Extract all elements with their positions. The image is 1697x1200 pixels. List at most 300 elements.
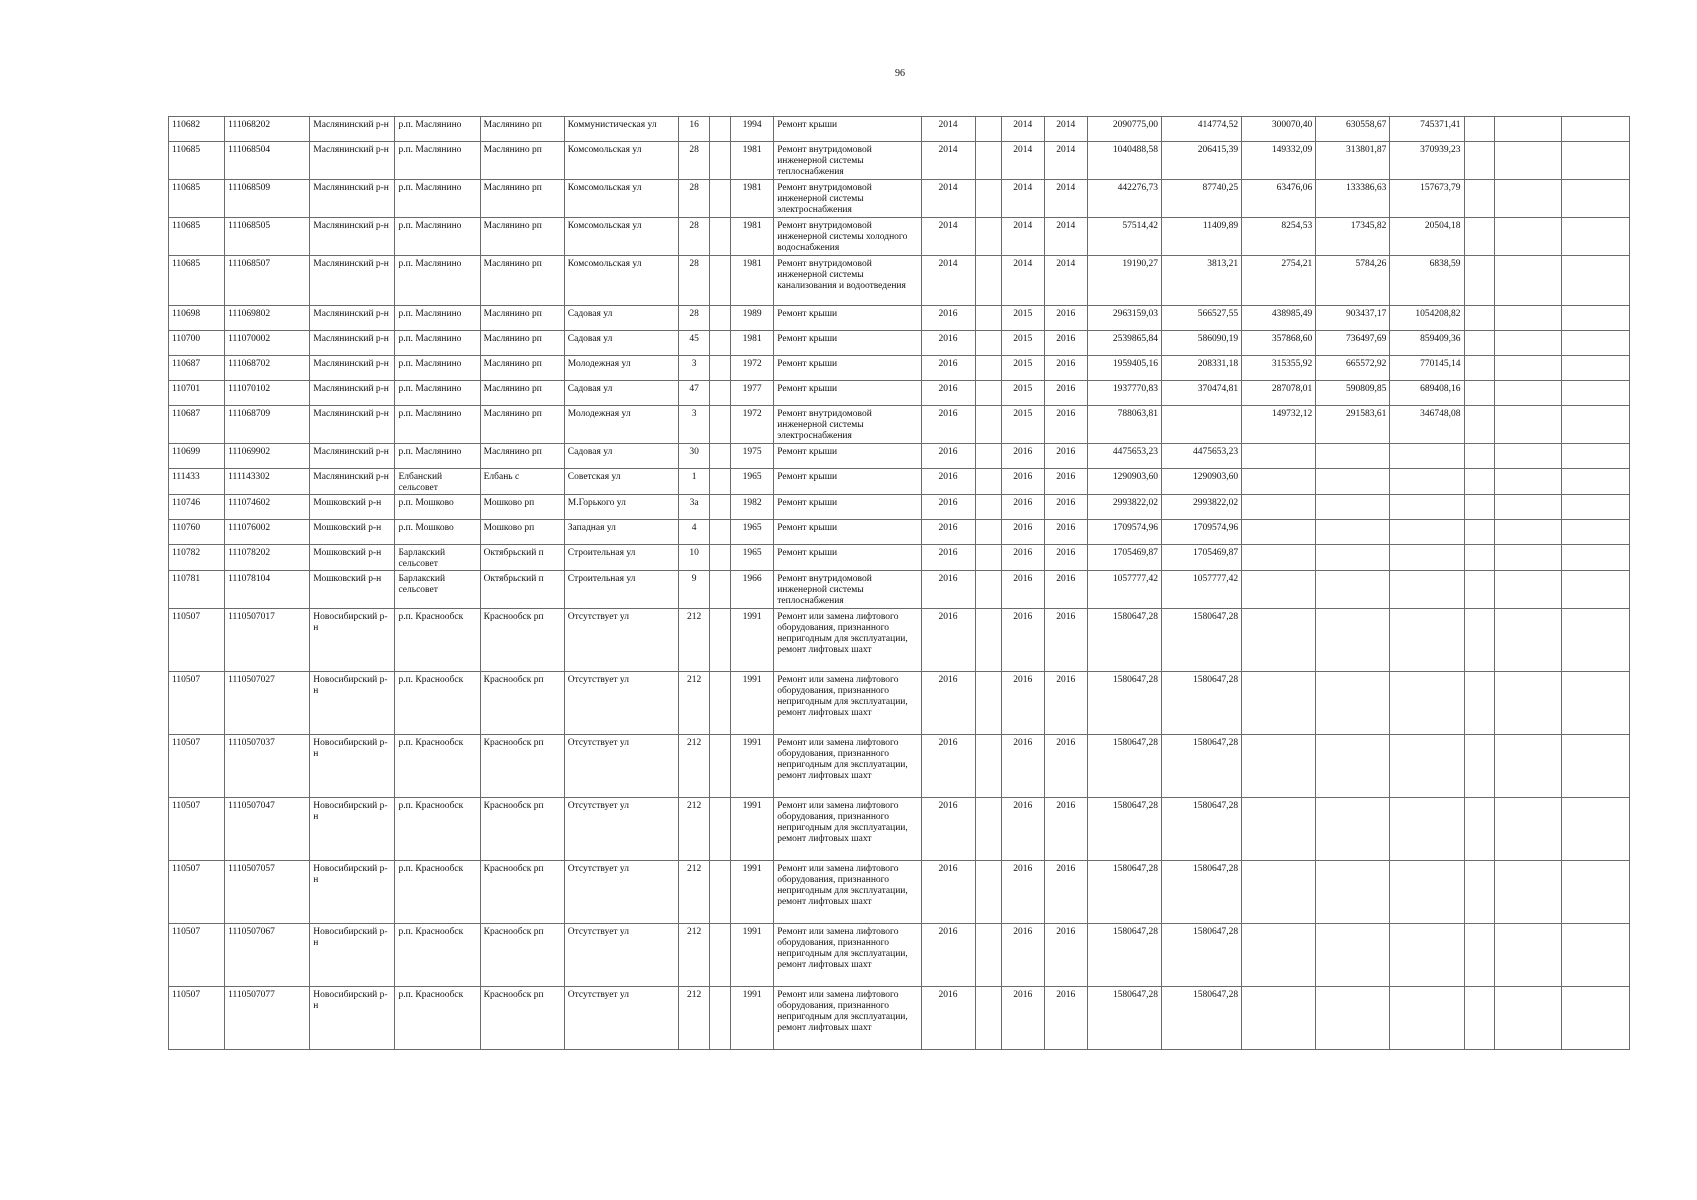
cell-budget-federal: [1242, 469, 1316, 495]
cell-object-code: 1110507077: [225, 987, 310, 1050]
cell-extra-col-2: [1494, 356, 1561, 381]
cell-work-type: Ремонт крыши: [774, 444, 921, 469]
cell-start-year: 2016: [1001, 861, 1044, 924]
cell-house-number: 212: [679, 924, 710, 987]
cell-extra-col-3: [1561, 444, 1629, 469]
cell-house-id: 110701: [169, 381, 225, 406]
cell-construction-year: 1991: [731, 672, 774, 735]
cell-total-cost: 2993822,02: [1087, 495, 1161, 520]
cell-house-number: 28: [679, 218, 710, 256]
cell-municipality: р.п. Мошково: [395, 520, 480, 545]
cell-construction-year: 1981: [731, 256, 774, 306]
cell-object-code: 111069902: [225, 444, 310, 469]
cell-municipality: р.п. Маслянино: [395, 218, 480, 256]
cell-budget-regional: [1316, 987, 1390, 1050]
cell-fund-amount: [1161, 406, 1241, 444]
cell-end-year: 2016: [1044, 356, 1087, 381]
cell-budget-federal: [1242, 545, 1316, 571]
cell-budget-local: 20504,18: [1390, 218, 1464, 256]
cell-district: Маслянинский р-н: [310, 444, 395, 469]
cell-budget-local: [1390, 672, 1464, 735]
cell-street: Комсомольская ул: [564, 180, 678, 218]
cell-district: Маслянинский р-н: [310, 356, 395, 381]
table-row: [169, 672, 1630, 735]
cell-construction-year: 1981: [731, 218, 774, 256]
cell-building: [710, 180, 731, 218]
cell-house-id: 110699: [169, 444, 225, 469]
cell-extra-col-3: [1561, 406, 1629, 444]
cell-budget-local: 689408,16: [1390, 381, 1464, 406]
cell-budget-local: [1390, 571, 1464, 609]
cell-municipality: Барлакский сельсовет: [395, 545, 480, 571]
cell-budget-local: [1390, 861, 1464, 924]
cell-budget-regional: 17345,82: [1316, 218, 1390, 256]
cell-settlement: Мошково рп: [480, 495, 564, 520]
cell-end-year: 2016: [1044, 406, 1087, 444]
cell-house-id: 110507: [169, 735, 225, 798]
cell-start-year: 2016: [1001, 444, 1044, 469]
cell-budget-local: [1390, 924, 1464, 987]
cell-house-number: 4: [679, 520, 710, 545]
cell-plan-year: 2016: [921, 735, 975, 798]
cell-house-number: 16: [679, 117, 710, 142]
cell-plan-year: 2016: [921, 444, 975, 469]
capital-repair-table: [168, 116, 1630, 1050]
cell-extra-col-3: [1561, 495, 1629, 520]
cell-municipality: р.п. Маслянино: [395, 306, 480, 331]
cell-extra-col-2: [1494, 609, 1561, 672]
cell-settlement: Октябрьский п: [480, 545, 564, 571]
cell-total-cost: 1580647,28: [1087, 798, 1161, 861]
cell-municipality: р.п. Маслянино: [395, 331, 480, 356]
cell-plan-year: 2014: [921, 117, 975, 142]
cell-house-number: 28: [679, 180, 710, 218]
cell-house-id: 110685: [169, 256, 225, 306]
cell-object-code: 111068702: [225, 356, 310, 381]
cell-total-cost: 1580647,28: [1087, 987, 1161, 1050]
cell-house-id: 110685: [169, 180, 225, 218]
cell-settlement: Краснообск рп: [480, 672, 564, 735]
cell-extra-col-2: [1494, 924, 1561, 987]
cell-building: [710, 256, 731, 306]
cell-extra-col-2: [1494, 444, 1561, 469]
cell-end-year: 2014: [1044, 142, 1087, 180]
cell-extra-col-3: [1561, 117, 1629, 142]
cell-end-year: 2016: [1044, 735, 1087, 798]
cell-start-year: 2014: [1001, 218, 1044, 256]
cell-extra-col-2: [1494, 331, 1561, 356]
cell-extra-col-1: [1464, 406, 1494, 444]
cell-settlement: Маслянино рп: [480, 117, 564, 142]
cell-extra-col-3: [1561, 861, 1629, 924]
cell-construction-year: 1991: [731, 861, 774, 924]
cell-total-cost: 2539865,84: [1087, 331, 1161, 356]
table-row: [169, 987, 1630, 1050]
cell-plan-year: 2016: [921, 672, 975, 735]
cell-street: Отсутствует ул: [564, 672, 678, 735]
cell-fund-amount: 1709574,96: [1161, 520, 1241, 545]
cell-house-number: 3: [679, 406, 710, 444]
cell-extra-col-1: [1464, 545, 1494, 571]
cell-extra-col-2: [1494, 798, 1561, 861]
cell-budget-federal: [1242, 672, 1316, 735]
cell-work-type: Ремонт внутридомовой инженерной системы электроснабжения: [774, 406, 921, 444]
cell-work-type: Ремонт крыши: [774, 545, 921, 571]
cell-building: [710, 117, 731, 142]
cell-municipality: р.п. Краснообск: [395, 987, 480, 1050]
cell-object-code: 111068504: [225, 142, 310, 180]
cell-budget-federal: [1242, 444, 1316, 469]
cell-blank-col: [975, 406, 1001, 444]
cell-construction-year: 1975: [731, 444, 774, 469]
cell-building: [710, 798, 731, 861]
cell-building: [710, 495, 731, 520]
table-row: [169, 469, 1630, 495]
cell-extra-col-1: [1464, 218, 1494, 256]
cell-start-year: 2015: [1001, 331, 1044, 356]
cell-building: [710, 406, 731, 444]
cell-start-year: 2016: [1001, 571, 1044, 609]
cell-extra-col-2: [1494, 571, 1561, 609]
cell-municipality: р.п. Маслянино: [395, 180, 480, 218]
cell-start-year: 2016: [1001, 495, 1044, 520]
cell-extra-col-3: [1561, 735, 1629, 798]
cell-building: [710, 142, 731, 180]
cell-object-code: 1110507027: [225, 672, 310, 735]
cell-work-type: Ремонт крыши: [774, 356, 921, 381]
cell-fund-amount: 1705469,87: [1161, 545, 1241, 571]
cell-fund-amount: 1580647,28: [1161, 798, 1241, 861]
cell-object-code: 111070102: [225, 381, 310, 406]
cell-work-type: Ремонт внутридомовой инженерной системы теплоснабжения: [774, 142, 921, 180]
cell-extra-col-2: [1494, 256, 1561, 306]
cell-municipality: р.п. Краснообск: [395, 735, 480, 798]
cell-house-number: 28: [679, 256, 710, 306]
cell-plan-year: 2016: [921, 609, 975, 672]
cell-start-year: 2014: [1001, 256, 1044, 306]
cell-budget-federal: [1242, 798, 1316, 861]
cell-house-number: 3а: [679, 495, 710, 520]
cell-street: Отсутствует ул: [564, 861, 678, 924]
cell-blank-col: [975, 142, 1001, 180]
cell-district: Маслянинский р-н: [310, 469, 395, 495]
cell-street: Строительная ул: [564, 545, 678, 571]
cell-building: [710, 469, 731, 495]
cell-extra-col-2: [1494, 469, 1561, 495]
table-row: [169, 924, 1630, 987]
cell-start-year: 2015: [1001, 356, 1044, 381]
cell-municipality: р.п. Краснообск: [395, 609, 480, 672]
cell-fund-amount: 370474,81: [1161, 381, 1241, 406]
cell-settlement: Краснообск рп: [480, 861, 564, 924]
cell-extra-col-2: [1494, 306, 1561, 331]
cell-start-year: 2016: [1001, 545, 1044, 571]
cell-district: Новосибирский р-н: [310, 861, 395, 924]
cell-budget-regional: [1316, 571, 1390, 609]
cell-extra-col-1: [1464, 256, 1494, 306]
cell-fund-amount: 4475653,23: [1161, 444, 1241, 469]
cell-start-year: 2016: [1001, 924, 1044, 987]
cell-fund-amount: 1580647,28: [1161, 924, 1241, 987]
cell-street: Отсутствует ул: [564, 735, 678, 798]
cell-blank-col: [975, 571, 1001, 609]
cell-extra-col-1: [1464, 142, 1494, 180]
cell-work-type: Ремонт или замена лифтового оборудования, признанного непригодным для эксплуатации, ремонт лифтовых шахт: [774, 609, 921, 672]
cell-district: Маслянинский р-н: [310, 218, 395, 256]
cell-blank-col: [975, 356, 1001, 381]
cell-end-year: 2014: [1044, 218, 1087, 256]
cell-building: [710, 672, 731, 735]
cell-budget-regional: 133386,63: [1316, 180, 1390, 218]
cell-fund-amount: 414774,52: [1161, 117, 1241, 142]
cell-budget-federal: [1242, 609, 1316, 672]
cell-work-type: Ремонт внутридомовой инженерной системы электроснабжения: [774, 180, 921, 218]
cell-extra-col-2: [1494, 406, 1561, 444]
cell-plan-year: 2016: [921, 861, 975, 924]
cell-extra-col-1: [1464, 798, 1494, 861]
cell-municipality: Елбанский сельсовет: [395, 469, 480, 495]
cell-budget-federal: 287078,01: [1242, 381, 1316, 406]
cell-extra-col-2: [1494, 381, 1561, 406]
cell-building: [710, 520, 731, 545]
cell-plan-year: 2016: [921, 545, 975, 571]
cell-extra-col-1: [1464, 861, 1494, 924]
cell-settlement: Маслянино рп: [480, 306, 564, 331]
cell-building: [710, 356, 731, 381]
cell-municipality: р.п. Маслянино: [395, 256, 480, 306]
table-row: [169, 444, 1630, 469]
cell-blank-col: [975, 444, 1001, 469]
cell-plan-year: 2016: [921, 406, 975, 444]
cell-start-year: 2016: [1001, 798, 1044, 861]
cell-extra-col-1: [1464, 672, 1494, 735]
cell-house-number: 1: [679, 469, 710, 495]
cell-house-id: 110746: [169, 495, 225, 520]
cell-settlement: Мошково рп: [480, 520, 564, 545]
cell-budget-federal: 300070,40: [1242, 117, 1316, 142]
cell-budget-local: 770145,14: [1390, 356, 1464, 381]
table-row: [169, 406, 1630, 444]
cell-work-type: Ремонт крыши: [774, 306, 921, 331]
cell-total-cost: 2090775,00: [1087, 117, 1161, 142]
cell-plan-year: 2014: [921, 256, 975, 306]
cell-plan-year: 2016: [921, 798, 975, 861]
cell-budget-regional: 313801,87: [1316, 142, 1390, 180]
cell-extra-col-1: [1464, 331, 1494, 356]
cell-extra-col-3: [1561, 520, 1629, 545]
cell-budget-local: [1390, 609, 1464, 672]
cell-house-number: 45: [679, 331, 710, 356]
cell-fund-amount: 1580647,28: [1161, 735, 1241, 798]
table-row: [169, 798, 1630, 861]
cell-budget-local: [1390, 987, 1464, 1050]
cell-fund-amount: 2993822,02: [1161, 495, 1241, 520]
cell-start-year: 2016: [1001, 987, 1044, 1050]
cell-work-type: Ремонт или замена лифтового оборудования, признанного непригодным для эксплуатации, ремонт лифтовых шахт: [774, 987, 921, 1050]
cell-construction-year: 1991: [731, 924, 774, 987]
cell-district: Маслянинский р-н: [310, 331, 395, 356]
cell-district: Маслянинский р-н: [310, 381, 395, 406]
cell-street: Молодежная ул: [564, 356, 678, 381]
cell-blank-col: [975, 331, 1001, 356]
cell-extra-col-1: [1464, 571, 1494, 609]
cell-street: Садовая ул: [564, 381, 678, 406]
cell-municipality: Барлакский сельсовет: [395, 571, 480, 609]
cell-budget-federal: [1242, 735, 1316, 798]
cell-municipality: р.п. Мошково: [395, 495, 480, 520]
cell-object-code: 1110507037: [225, 735, 310, 798]
cell-district: Мошковский р-н: [310, 520, 395, 545]
cell-budget-local: [1390, 444, 1464, 469]
cell-blank-col: [975, 469, 1001, 495]
cell-fund-amount: 1580647,28: [1161, 987, 1241, 1050]
cell-building: [710, 571, 731, 609]
cell-fund-amount: 566527,55: [1161, 306, 1241, 331]
cell-total-cost: 1580647,28: [1087, 672, 1161, 735]
cell-budget-regional: [1316, 444, 1390, 469]
cell-plan-year: 2016: [921, 331, 975, 356]
cell-house-number: 212: [679, 987, 710, 1050]
cell-fund-amount: 586090,19: [1161, 331, 1241, 356]
cell-total-cost: 1937770,83: [1087, 381, 1161, 406]
cell-work-type: Ремонт или замена лифтового оборудования, признанного непригодным для эксплуатации, ремонт лифтовых шахт: [774, 798, 921, 861]
cell-end-year: 2016: [1044, 861, 1087, 924]
cell-house-id: 110507: [169, 924, 225, 987]
cell-fund-amount: 1057777,42: [1161, 571, 1241, 609]
cell-settlement: Краснообск рп: [480, 924, 564, 987]
cell-start-year: 2014: [1001, 117, 1044, 142]
cell-end-year: 2014: [1044, 117, 1087, 142]
cell-end-year: 2016: [1044, 987, 1087, 1050]
cell-house-id: 110781: [169, 571, 225, 609]
cell-budget-federal: [1242, 924, 1316, 987]
cell-budget-regional: [1316, 861, 1390, 924]
cell-blank-col: [975, 735, 1001, 798]
cell-extra-col-2: [1494, 861, 1561, 924]
cell-street: Западная ул: [564, 520, 678, 545]
cell-municipality: р.п. Маслянино: [395, 444, 480, 469]
cell-extra-col-1: [1464, 117, 1494, 142]
cell-object-code: 1110507067: [225, 924, 310, 987]
cell-house-number: 28: [679, 142, 710, 180]
cell-budget-local: 346748,08: [1390, 406, 1464, 444]
cell-budget-federal: 2754,21: [1242, 256, 1316, 306]
cell-object-code: 1110507047: [225, 798, 310, 861]
cell-construction-year: 1981: [731, 331, 774, 356]
cell-construction-year: 1966: [731, 571, 774, 609]
cell-extra-col-2: [1494, 520, 1561, 545]
cell-extra-col-1: [1464, 381, 1494, 406]
cell-work-type: Ремонт крыши: [774, 381, 921, 406]
cell-plan-year: 2014: [921, 218, 975, 256]
cell-settlement: Маслянино рп: [480, 142, 564, 180]
cell-work-type: Ремонт внутридомовой инженерной системы канализования и водоотведения: [774, 256, 921, 306]
cell-house-id: 110782: [169, 545, 225, 571]
cell-extra-col-1: [1464, 735, 1494, 798]
cell-start-year: 2015: [1001, 306, 1044, 331]
cell-house-id: 110507: [169, 861, 225, 924]
cell-total-cost: 1040488,58: [1087, 142, 1161, 180]
cell-extra-col-3: [1561, 256, 1629, 306]
cell-settlement: Маслянино рп: [480, 218, 564, 256]
cell-work-type: Ремонт внутридомовой инженерной системы теплоснабжения: [774, 571, 921, 609]
cell-settlement: Краснообск рп: [480, 735, 564, 798]
cell-work-type: Ремонт крыши: [774, 117, 921, 142]
cell-extra-col-2: [1494, 735, 1561, 798]
cell-budget-local: [1390, 798, 1464, 861]
cell-plan-year: 2016: [921, 469, 975, 495]
cell-district: Маслянинский р-н: [310, 180, 395, 218]
cell-extra-col-2: [1494, 987, 1561, 1050]
cell-blank-col: [975, 117, 1001, 142]
cell-total-cost: 1580647,28: [1087, 609, 1161, 672]
cell-start-year: 2015: [1001, 406, 1044, 444]
cell-municipality: р.п. Краснообск: [395, 924, 480, 987]
cell-budget-federal: 315355,92: [1242, 356, 1316, 381]
cell-house-number: 9: [679, 571, 710, 609]
cell-district: Маслянинский р-н: [310, 406, 395, 444]
cell-building: [710, 924, 731, 987]
cell-construction-year: 1965: [731, 520, 774, 545]
cell-district: Маслянинский р-н: [310, 306, 395, 331]
cell-extra-col-1: [1464, 180, 1494, 218]
cell-blank-col: [975, 924, 1001, 987]
cell-extra-col-3: [1561, 381, 1629, 406]
cell-municipality: р.п. Краснообск: [395, 672, 480, 735]
cell-plan-year: 2016: [921, 987, 975, 1050]
cell-house-id: 110685: [169, 142, 225, 180]
cell-house-number: 212: [679, 609, 710, 672]
cell-extra-col-3: [1561, 987, 1629, 1050]
cell-settlement: Краснообск рп: [480, 798, 564, 861]
cell-total-cost: 1580647,28: [1087, 735, 1161, 798]
cell-budget-regional: [1316, 545, 1390, 571]
cell-work-type: Ремонт крыши: [774, 520, 921, 545]
cell-house-id: 110687: [169, 406, 225, 444]
cell-extra-col-1: [1464, 987, 1494, 1050]
cell-municipality: р.п. Маслянино: [395, 406, 480, 444]
cell-house-id: 111433: [169, 469, 225, 495]
cell-budget-regional: [1316, 735, 1390, 798]
cell-house-id: 110507: [169, 609, 225, 672]
cell-total-cost: 1290903,60: [1087, 469, 1161, 495]
cell-settlement: Маслянино рп: [480, 356, 564, 381]
cell-budget-regional: [1316, 609, 1390, 672]
cell-building: [710, 444, 731, 469]
cell-total-cost: 19190,27: [1087, 256, 1161, 306]
table-row: [169, 256, 1630, 306]
cell-budget-local: [1390, 469, 1464, 495]
cell-blank-col: [975, 381, 1001, 406]
table-row: [169, 545, 1630, 571]
cell-budget-regional: 630558,67: [1316, 117, 1390, 142]
cell-settlement: Маслянино рп: [480, 444, 564, 469]
cell-budget-regional: 736497,69: [1316, 331, 1390, 356]
cell-total-cost: 1705469,87: [1087, 545, 1161, 571]
cell-construction-year: 1981: [731, 142, 774, 180]
table-row: [169, 306, 1630, 331]
cell-settlement: Маслянино рп: [480, 406, 564, 444]
cell-construction-year: 1972: [731, 356, 774, 381]
cell-building: [710, 331, 731, 356]
cell-blank-col: [975, 672, 1001, 735]
cell-extra-col-3: [1561, 571, 1629, 609]
cell-blank-col: [975, 609, 1001, 672]
cell-extra-col-3: [1561, 469, 1629, 495]
cell-object-code: 1110507057: [225, 861, 310, 924]
cell-street: Отсутствует ул: [564, 924, 678, 987]
cell-end-year: 2016: [1044, 495, 1087, 520]
